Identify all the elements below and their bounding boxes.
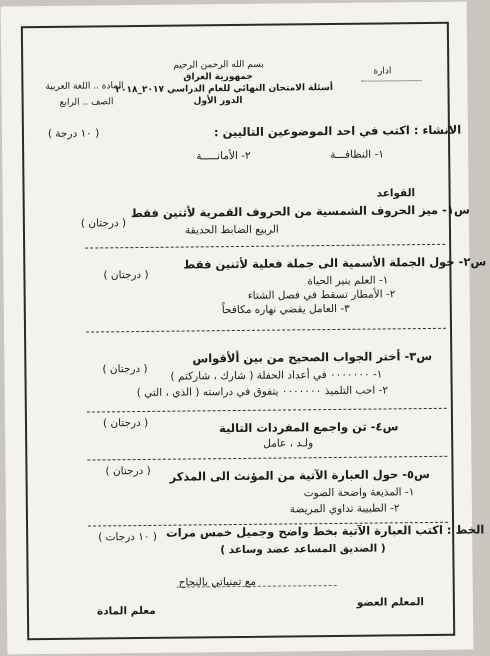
- question-4: س٤- ثن واجمع المفردات التالية: [218, 419, 399, 436]
- exam-title: أسئلة الامتحان النهائي للعام الدراسي ٢٠١٧_٢٠١٨: [115, 82, 333, 96]
- composition-marks: ( ١٠ درجة ): [47, 127, 100, 140]
- question-3-marks: ( درجتان ): [102, 362, 148, 376]
- page-border: [21, 22, 487, 640]
- question-1-marks: ( درجتان ): [80, 217, 127, 230]
- question-4-words: ولـد ، عامل: [263, 437, 314, 450]
- exam-round: الدور الأول: [193, 95, 243, 107]
- question-2-item-1: ١- العلم ينير الحياة: [307, 274, 389, 288]
- composition-heading: الانشاء : اكتب في احد الموضوعين التاليين :: [213, 122, 462, 140]
- question-2-marks: ( درجتان ): [103, 268, 149, 282]
- republic-title: جمهورية العراق: [183, 71, 253, 83]
- grammar-heading: القواعد: [376, 187, 416, 200]
- footer-teacher: معلم المادة: [96, 604, 156, 618]
- question-3-item-2: ٢- احب التلميذ ٠٠٠٠٠٠٠ يتفوق في دراسته ( الذي ، التي ): [136, 384, 389, 400]
- footer-wish: مع تمنياتي بالنجاح: [178, 575, 257, 589]
- footer-member: المعلم العضو: [356, 596, 425, 609]
- question-5-marks: ( درجتان ): [105, 464, 151, 478]
- question-5-item-1: ١- المذيعة واضحة الصوت: [303, 486, 415, 500]
- question-2-item-3: ٣- العامل يقضي نهاره مكافحاً: [221, 302, 350, 317]
- handwriting-task: الخط : اكتب العبارة الآتية بخط واضح وجميل خمس مرات: [166, 522, 485, 540]
- separator: [87, 408, 447, 413]
- question-2-item-2: ٢- الأمطار تسقط في فصل الشتاء: [247, 288, 396, 302]
- question-3: س٣- أختر الجواب الصحيح من بين ألأقواس: [192, 348, 433, 366]
- topic-two: ٢- الأمانـــــة: [196, 149, 251, 163]
- topic-one: ١- النظافـــة: [330, 148, 385, 162]
- handwriting-phrase: ( الصديق المساعد عضد وساعد ): [220, 542, 386, 557]
- question-5: س٥- حول العبارة الآتية من المؤنث الى المذكر: [169, 466, 430, 484]
- admin-label: ادارة: [373, 66, 392, 77]
- question-3-item-1: ١- ٠٠٠٠٠٠٠ في أعداد الحفلة ( شارك ، شاركتم ): [170, 368, 383, 383]
- bismillah: بسم الله الرحمن الرحيم: [173, 59, 264, 71]
- separator: [86, 328, 446, 333]
- question-5-item-2: ٢- الطبيبة تداوي المريضة: [289, 502, 400, 516]
- exam-sheet: [1, 2, 487, 655]
- admin-line: [361, 80, 421, 82]
- handwriting-marks: ( ١٠ درجات ): [98, 530, 158, 544]
- question-1-words: الربيع الضابط الحديقة: [184, 223, 279, 237]
- question-1: س١- ميز الحروف الشمسية من الحروف القمرية لأثنين فقط: [130, 202, 470, 221]
- subject-label: المادة .. اللغة العربية: [45, 81, 124, 92]
- question-2: س٢- حول الجملة الأسمية الى جملة فعلية لأثنين فقط: [183, 254, 487, 272]
- question-4-marks: ( درجتان ): [102, 416, 149, 430]
- separator: [85, 244, 445, 249]
- separator: [87, 456, 447, 461]
- grade-label: الصف .. الرابع: [59, 97, 114, 108]
